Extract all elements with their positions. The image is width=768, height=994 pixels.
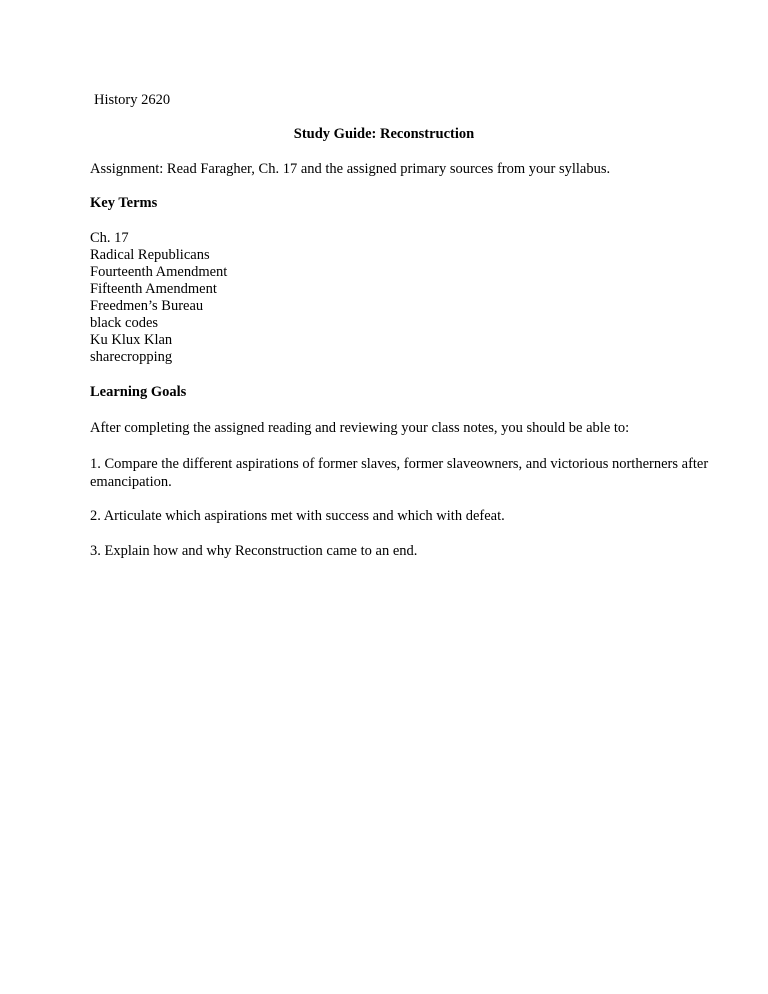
learning-goals-intro: After completing the assigned reading and reviewing your class notes, you should be able to: <box>90 420 630 436</box>
learning-goal-item: 3. Explain how and why Reconstruction came to an end. <box>90 543 418 559</box>
key-term-item: sharecropping <box>90 349 173 365</box>
key-term-item: black codes <box>90 315 159 331</box>
key-term-item: Radical Republicans <box>90 247 210 263</box>
document-title: Study Guide: Reconstruction <box>293 126 475 142</box>
learning-goals-heading: Learning Goals <box>90 384 187 400</box>
key-term-item: Fifteenth Amendment <box>90 281 217 297</box>
key-terms-heading: Key Terms <box>90 195 158 211</box>
course-number: History 2620 <box>94 92 171 108</box>
learning-goal-item: 1. Compare the different aspirations of former slaves, former slaveowners, and victorious northerners after emancipation. <box>90 456 709 490</box>
key-term-item: Fourteenth Amendment <box>90 264 228 280</box>
assignment-text: Assignment: Read Faragher, Ch. 17 and the assigned primary sources from your syllabus. <box>90 161 611 177</box>
key-term-item: Ku Klux Klan <box>90 332 173 348</box>
key-term-item: Ch. 17 <box>90 230 129 246</box>
learning-goal-item: 2. Articulate which aspirations met with success and which with defeat. <box>90 508 505 524</box>
key-terms-list <box>90 230 227 366</box>
key-term-item: Freedmen’s Bureau <box>90 298 204 314</box>
